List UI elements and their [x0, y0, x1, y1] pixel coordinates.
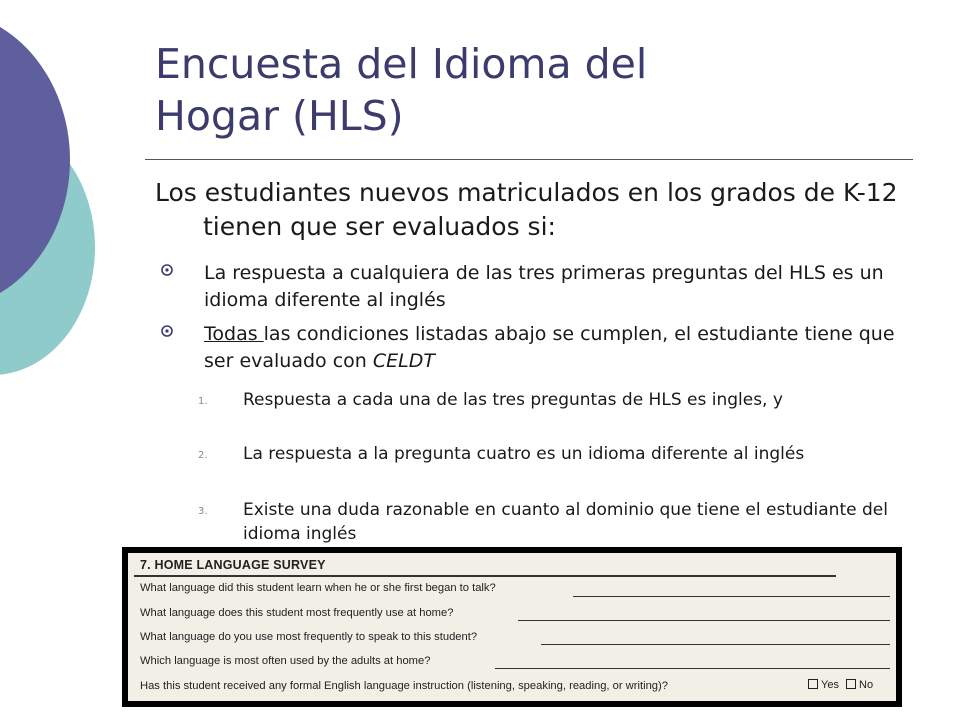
form-no-option	[846, 679, 873, 691]
form-question-3: What language do you use most frequently to speak to this student?	[140, 631, 478, 643]
numbered-item-3-number: 3.	[198, 506, 208, 517]
form-question-2: What language does this student most frequently use at home?	[140, 607, 454, 619]
checkbox-icon	[846, 679, 856, 689]
numbered-item-1-number: 1.	[198, 396, 208, 407]
slide-title	[155, 38, 647, 142]
form-title: 7. HOME LANGUAGE SURVEY	[140, 558, 326, 572]
numbered-item-1-text: Respuesta a cada una de las tres preguntas de HLS es ingles, y	[243, 390, 783, 410]
form-header-rule	[134, 575, 836, 577]
bullet-item-2-body: las condiciones listadas abajo se cumplen, el estudiante tiene que ser evaluado con	[204, 323, 895, 372]
checkbox-icon	[808, 679, 818, 689]
lead-paragraph: Los estudiantes nuevos matriculados en los grados de K-12 tienen que ser evaluados si:	[155, 178, 898, 241]
numbered-item-2	[198, 442, 913, 466]
form-question-1: What language did this student learn when he or she first began to talk?	[140, 582, 496, 594]
form-yes-option	[808, 679, 839, 691]
bullet-item-1	[160, 260, 920, 314]
numbered-item-2-text: La respuesta a la pregunta cuatro es un idioma diferente al inglés	[243, 444, 805, 464]
form-no-label: No	[859, 679, 874, 691]
bullet-item-2	[160, 321, 920, 375]
title-divider	[145, 159, 913, 160]
bullet-ring-icon	[160, 324, 174, 338]
numbered-item-2-number: 2.	[198, 450, 208, 461]
numbered-item-3	[198, 498, 913, 546]
form-answer-line-4	[495, 668, 890, 669]
form-question-5: Has this student received any formal English language instruction (listening, speaking, reading, or writing)?	[140, 680, 668, 692]
form-answer-line-1	[573, 596, 890, 597]
slide-title-line-2: Hogar (HLS)	[155, 92, 404, 140]
form-answer-line-2	[518, 620, 890, 621]
numbered-item-3-text: Existe una duda razonable en cuanto al dominio que tiene el estudiante del idioma inglés	[243, 500, 888, 544]
bullet-item-2-italic: CELDT	[372, 350, 435, 372]
form-question-4: Which language is most often used by the adults at home?	[140, 655, 431, 667]
slide-title-line-1: Encuesta del Idioma del	[155, 40, 648, 88]
form-paper	[128, 553, 896, 701]
bullet-item-1-text: La respuesta a cualquiera de las tres primeras preguntas del HLS es un idioma diferente al inglés	[204, 262, 884, 311]
numbered-item-1	[198, 388, 913, 412]
home-language-survey-form-image	[122, 547, 902, 707]
form-yes-label: Yes	[821, 679, 839, 691]
bullet-ring-icon	[160, 263, 174, 277]
bullet-item-2-text	[204, 321, 920, 375]
form-answer-line-3	[541, 644, 890, 645]
bullet-item-2-underlined: Todas	[204, 323, 264, 345]
